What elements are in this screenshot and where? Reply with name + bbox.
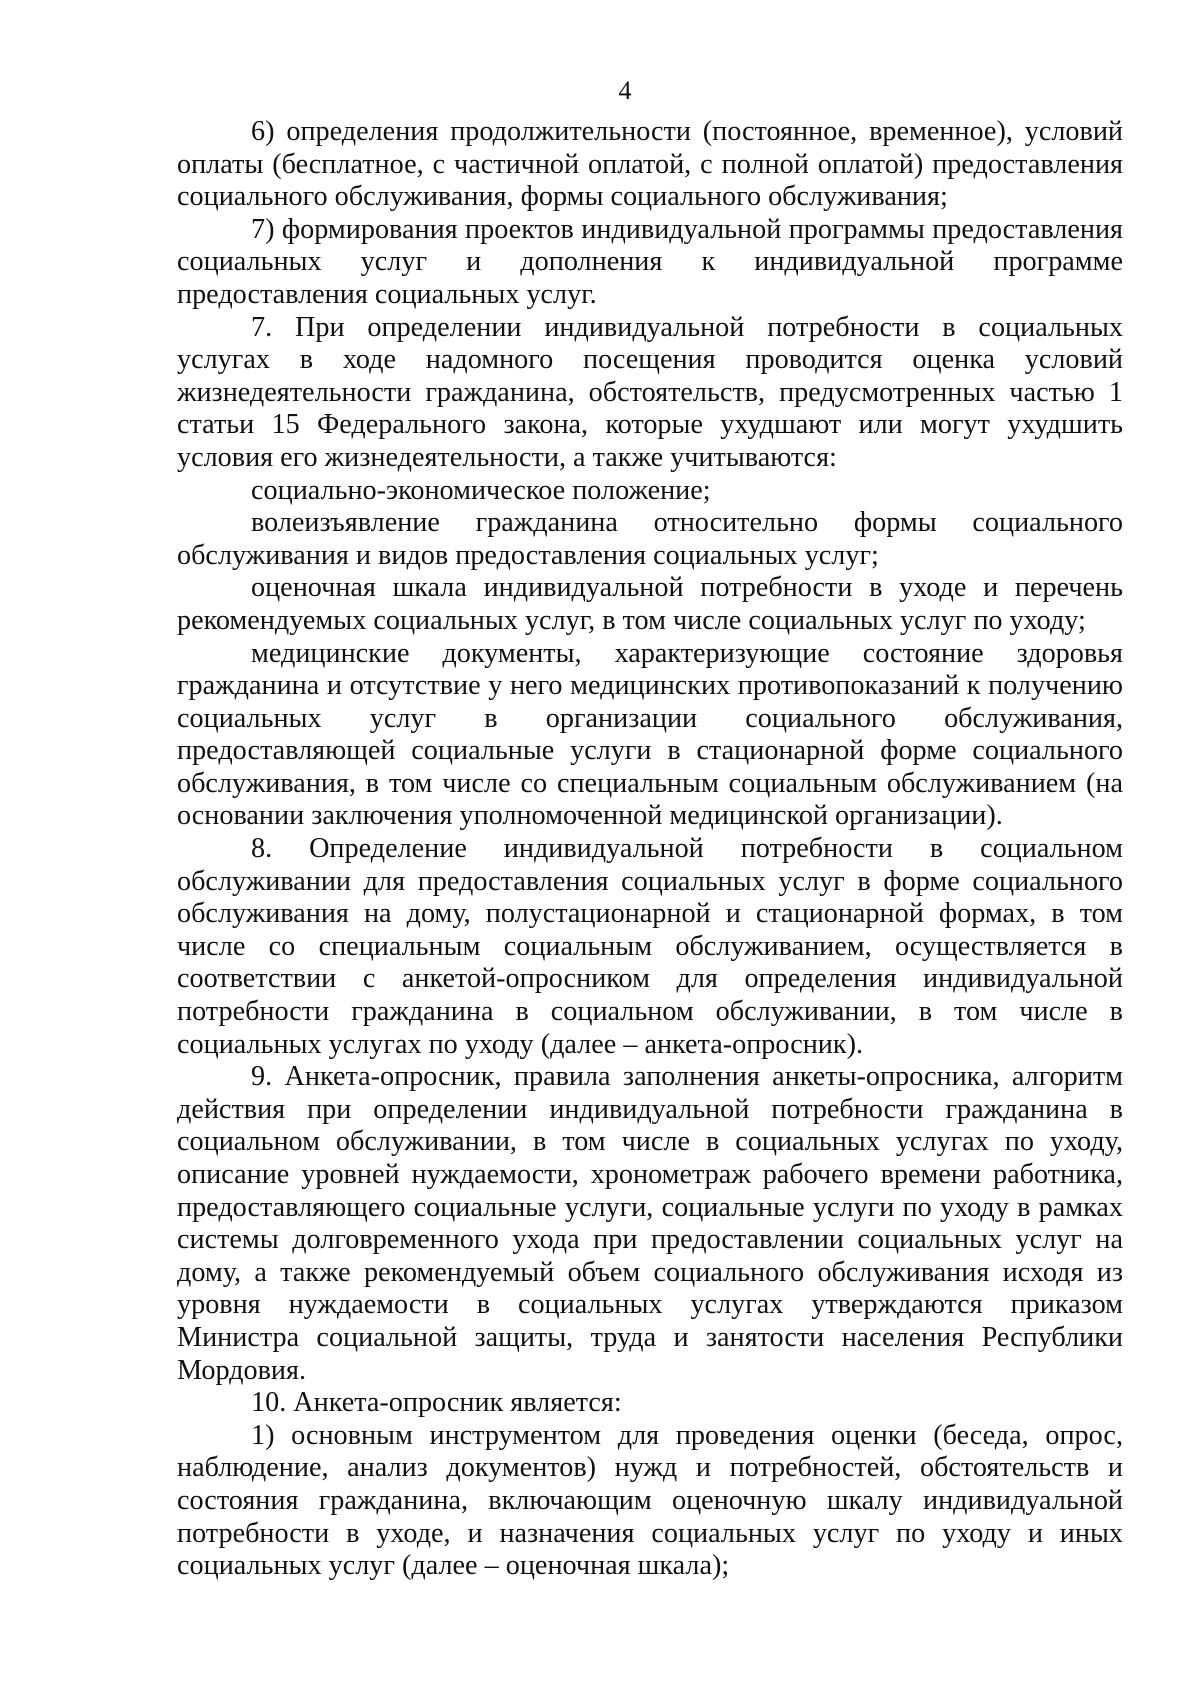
paragraph-item-6: 6) определения продолжительности (постоянное, временное), условий оплаты (бесплатное, с частичной оплатой, с полной оплатой) предоставления социального обслуживания, формы социального обслуживания; [177,116,1123,213]
page-number: 4 [618,76,632,105]
paragraph-assessment-scale: оценочная шкала индивидуальной потребности в уходе и перечень рекомендуемых социальных услуг, в том числе социальных услуг по уходу; [177,572,1123,636]
paragraph-item-7: 7) формирования проектов индивидуальной программы предоставления социальных услуг и дополнения к индивидуальной программе предоставления социальных услуг. [177,213,1123,310]
paragraph-item-1: 1) основным инструментом для проведения оценки (беседа, опрос, наблюдение, анализ документов) нужд и потребностей, обстоятельств и состояния гражданина, включающим оценочную шкалу индивидуальной потребности в уходе, и назначения социальных услуг по уходу и иных социальных услуг (далее – оценочная шкала); [177,1419,1123,1582]
paragraph-clause-10: 10. Анкета-опросник является: [251,1387,622,1419]
paragraph-socioeconomic: социально-экономическое положение; [251,474,711,506]
paragraph-clause-7: 7. При определении индивидуальной потребности в социальных услугах в ходе надомного посещения проводится оценка условий жизнедеятельности гражданина, обстоятельств, предусмотренных частью 1 статьи 15 Федерального закона, которые ухудшают или могут ухудшить условия его жизнедеятельности, а также учитываются: [177,311,1123,473]
document-body [177,116,1123,1583]
paragraph-medical-documents: медицинские документы, характеризующие состояние здоровья гражданина и отсутствие у него медицинских противопоказаний к получению социальных услуг в организации социального обслуживания, предоставляющей социальные услуги в стационарной форме социального обслуживания, в том числе со специальным социальным обслуживанием (на основании заключения уполномоченной медицинской организации). [177,637,1123,832]
paragraph-clause-9: 9. Анкета-опросник, правила заполнения анкеты-опросника, алгоритм действия при определении индивидуальной потребности гражданина в социальном обслуживании, в том числе в социальных услугах по уходу, описание уровней нуждаемости, хронометраж рабочего времени работника, предоставляющего социальные услуги, социальные услуги по уходу в рамках системы долговременного ухода при предоставлении социальных услуг на дому, а также рекомендуемый объем социального обслуживания исходя из уровня нуждаемости в социальных услугах утверждаются приказом Министра социальной защиты, труда и занятости населения Республики Мордовия. [177,1061,1123,1386]
paragraph-will: волеизъявление гражданина относительно формы социального обслуживания и видов предоставления социальных услуг; [177,507,1123,571]
paragraph-clause-8: 8. Определение индивидуальной потребности в социальном обслуживании для предоставления социальных услуг в форме социального обслуживания на дому, полустационарной и стационарной формах, в том числе со специальным социальным обслуживанием, осуществляется в соответствии с анкетой-опросником для определения индивидуальной потребности гражданина в социальном обслуживании, в том числе в социальных услугах по уходу (далее – анкета-опросник). [177,833,1123,1060]
